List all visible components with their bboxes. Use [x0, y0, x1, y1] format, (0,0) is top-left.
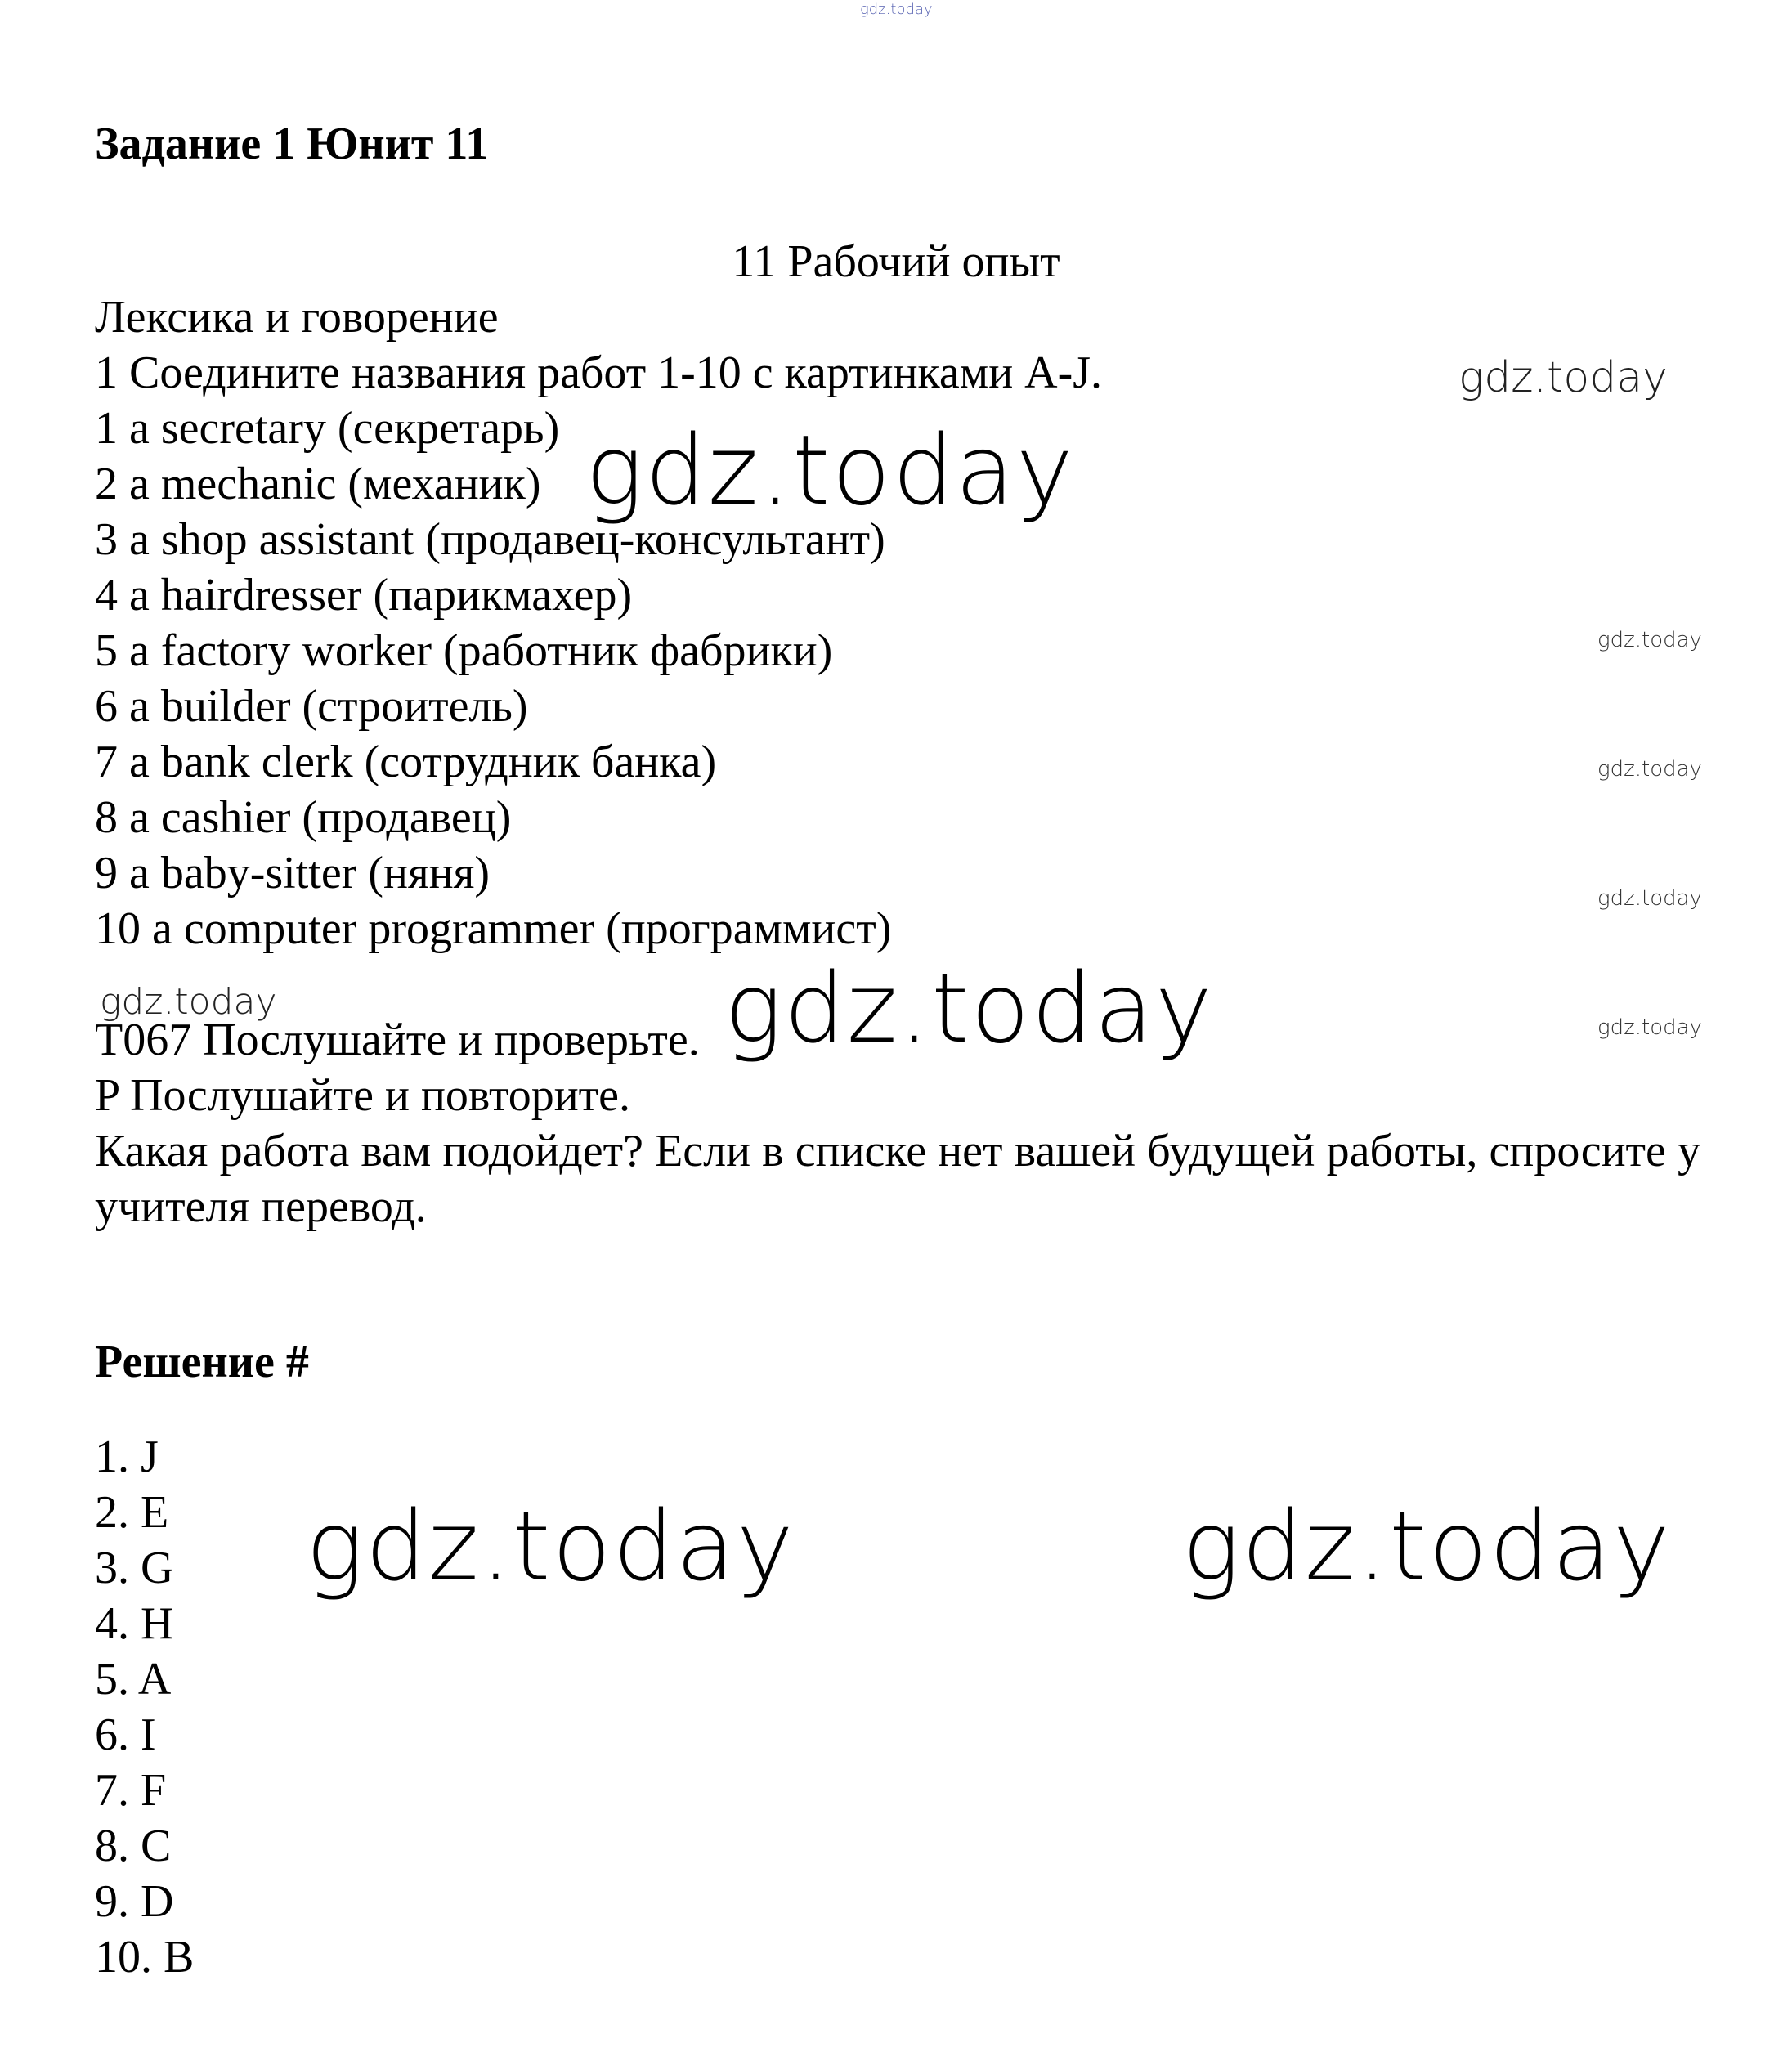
list-item: 5. A: [95, 1654, 172, 1705]
watermark: gdz.today: [1458, 353, 1668, 402]
watermark: gdz.today: [1597, 757, 1702, 782]
solution-title: Решение #: [95, 1337, 309, 1387]
list-item: 7 a bank clerk (сотрудник банка): [95, 737, 717, 787]
list-item: 3. G: [95, 1543, 174, 1593]
list-item: 2. E: [95, 1487, 169, 1538]
listen-check: T067 Послушайте и проверьте.: [95, 1015, 700, 1065]
watermark-top: gdz.today: [860, 1, 933, 18]
watermark: gdz.today: [1597, 628, 1702, 652]
discussion-question: Какая работа вам подойдет? Если в списке нет вашей будущей работы, спросите у учителя перевод.: [95, 1126, 1700, 1232]
watermark: gdz.today: [100, 981, 277, 1023]
list-item: 1. J: [95, 1431, 159, 1482]
list-item: 4 a hairdresser (парикмахер): [95, 570, 633, 621]
watermark: gdz.today: [1182, 1490, 1672, 1602]
list-item: 8 a cashier (продавец): [95, 792, 512, 843]
list-item: 6. I: [95, 1709, 156, 1760]
task-instruction: 1 Соедините названия работ 1-10 с картинками A-J.: [95, 347, 1103, 398]
watermark: gdz.today: [1597, 886, 1702, 911]
list-item: 4. H: [95, 1598, 174, 1649]
page-title: Задание 1 Юнит 11: [95, 119, 489, 169]
list-item: 8. C: [95, 1821, 172, 1871]
list-item: 3 a shop assistant (продавец-консультант): [95, 514, 885, 565]
list-item: 2 a mechanic (механик): [95, 459, 541, 509]
listen-repeat: P Послушайте и повторите.: [95, 1070, 630, 1121]
watermark: gdz.today: [1597, 1015, 1702, 1040]
unit-title: 11 Рабочий опыт: [732, 236, 1060, 287]
list-item: 9 a baby-sitter (няня): [95, 848, 491, 898]
list-item: 6 a builder (строитель): [95, 681, 528, 732]
list-item: 7. F: [95, 1765, 167, 1816]
list-item: 5 a factory worker (работник фабрики): [95, 625, 833, 676]
watermark: gdz.today: [724, 952, 1214, 1064]
list-item: 10. B: [95, 1932, 195, 1983]
watermark: gdz.today: [306, 1490, 795, 1602]
list-item: 1 a secretary (секретарь): [95, 403, 560, 454]
list-item: 9. D: [95, 1876, 174, 1927]
list-item: 10 a computer programmer (программист): [95, 903, 892, 954]
section-label: Лексика и говорение: [95, 292, 499, 343]
watermark: gdz.today: [585, 414, 1075, 526]
